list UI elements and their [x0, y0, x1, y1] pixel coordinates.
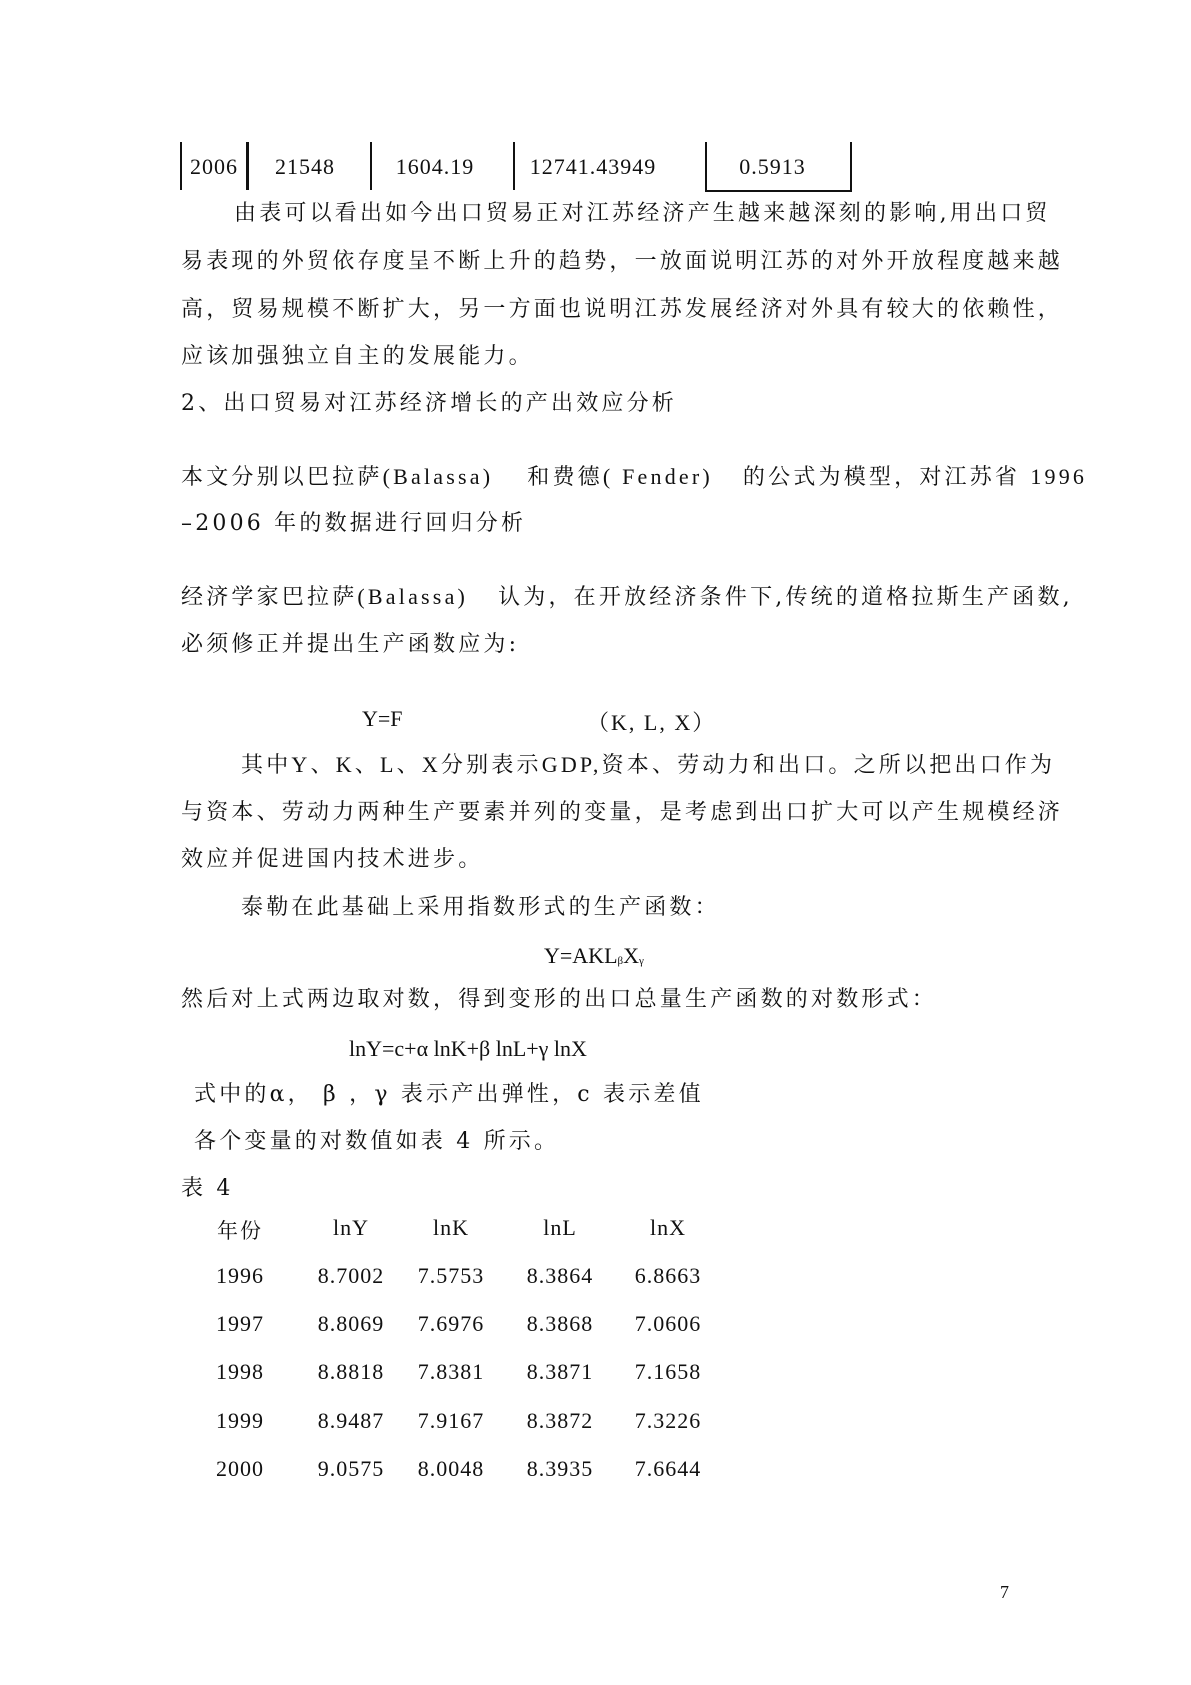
table-cell: 7.3226 — [634, 1408, 702, 1433]
table-header: lnY — [333, 1215, 369, 1240]
table-border — [370, 142, 372, 190]
table-header-row — [200, 1215, 720, 1245]
table-border — [850, 142, 852, 190]
table-cell: 7.9167 — [417, 1408, 485, 1433]
paragraph-line: 应该加强独立自主的发展能力。 — [181, 344, 534, 369]
text: 的公式为模型，对江苏省 — [742, 465, 1021, 490]
table-cell: 8.3935 — [526, 1456, 594, 1481]
table-row — [200, 1359, 720, 1389]
table-row — [200, 1408, 720, 1438]
table-cell: 8.3864 — [526, 1263, 594, 1288]
section-heading: 2、出口贸易对江苏经济增长的产出效应分析 — [181, 391, 677, 416]
page-number: 7 — [1000, 1582, 1009, 1602]
formula-subscript: γ — [639, 955, 644, 967]
text-en: (Balassa) — [382, 464, 494, 489]
paragraph-line — [181, 586, 1073, 609]
table-cell: 7.8381 — [417, 1359, 485, 1384]
text-en: ( Fender) — [602, 464, 713, 489]
table-cell: 8.0048 — [417, 1456, 485, 1481]
formula-text: X — [623, 943, 640, 968]
text-en: Y、K、L、X — [291, 752, 441, 777]
formula-left: Y=F — [362, 706, 403, 731]
table-cell: 7.5753 — [417, 1263, 485, 1288]
text: 本文分别以巴拉萨 — [181, 465, 383, 490]
paragraph-line: 必须修正并提出生产函数应为: — [181, 632, 520, 657]
text: 经济学家巴拉萨 — [181, 585, 358, 610]
table-row — [200, 1263, 720, 1293]
formula-log: lnY=c+α lnK+β lnL+γ lnX — [349, 1036, 587, 1061]
formula-right: （K, L, X） — [587, 710, 717, 735]
table-header: lnL — [543, 1215, 577, 1240]
table-border — [246, 142, 249, 190]
paragraph-line: 式中的α， β ，γ 表示产出弹性，c 表示差值 — [194, 1082, 704, 1107]
table-cell-year: 1996 — [216, 1263, 264, 1288]
table-border — [705, 190, 852, 192]
text: 其中 — [241, 753, 292, 778]
table-cell: 0.5913 — [739, 154, 806, 179]
table-cell: 8.9487 — [317, 1408, 385, 1433]
top-table-row — [180, 142, 860, 192]
text-en: (Balassa) — [357, 584, 469, 609]
table-border — [180, 142, 182, 190]
table-cell-year: 1999 — [216, 1408, 264, 1433]
paragraph-line: 然后对上式两边取对数，得到变形的出口总量生产函数的对数形式： — [181, 987, 938, 1012]
table-cell: 7.0606 — [634, 1311, 702, 1336]
paragraph-line — [241, 754, 1055, 777]
paragraph-line: 高，贸易规模不断扩大，另一方面也说明江苏发展经济对外具有较大的依赖性， — [181, 297, 1064, 322]
formula-text: Y=AKL — [544, 943, 618, 968]
table-row — [200, 1311, 720, 1341]
text: 资本、劳动力和出口。之所以把出口作为 — [601, 753, 1056, 778]
table-cell: 7.1658 — [634, 1359, 702, 1384]
table-cell-year: 2000 — [216, 1456, 264, 1481]
paragraph-line: 泰勒在此基础上采用指数形式的生产函数： — [241, 895, 720, 920]
paragraph-line: 由表可以看出如今出口贸易正对江苏经济产生越来越深刻的影响,用出口贸 — [234, 201, 1051, 226]
table-cell: 1604.19 — [395, 154, 475, 179]
table-header: lnK — [433, 1215, 469, 1240]
paragraph-line: 与资本、劳动力两种生产要素并列的变量，是考虑到出口扩大可以产生规模经济 — [181, 800, 1064, 825]
text: 分别表示 — [440, 753, 542, 778]
table-cell: 8.3868 — [526, 1311, 594, 1336]
paragraph-line: 易表现的外贸依存度呈不断上升的趋势，一放面说明江苏的对外开放程度越来越 — [181, 249, 1064, 274]
table-cell: 8.7002 — [317, 1263, 385, 1288]
table-cell: 8.8818 — [317, 1359, 385, 1384]
table-header: lnX — [650, 1215, 686, 1240]
table-cell: 8.3871 — [526, 1359, 594, 1384]
paragraph-line: 各个变量的对数值如表 4 所示。 — [194, 1129, 560, 1154]
table-cell: 7.6976 — [417, 1311, 485, 1336]
table-row — [200, 1456, 720, 1486]
formula-subscript: β — [617, 955, 624, 967]
table-cell-year: 2006 — [190, 154, 238, 179]
text: 认为，在开放经济条件下,传统的道格拉斯生产函数, — [498, 585, 1073, 610]
table-cell: 8.3872 — [526, 1408, 594, 1433]
table-cell: 9.0575 — [317, 1456, 385, 1481]
paragraph-line: –2006 年的数据进行回归分析 — [181, 511, 527, 536]
table-cell: 8.8069 — [317, 1311, 385, 1336]
table-label: 表 4 — [181, 1176, 234, 1201]
paragraph-line: 效应并促进国内技术进步。 — [181, 847, 484, 872]
table-header: 年份 — [217, 1219, 263, 1243]
table-border — [705, 142, 707, 190]
table-cell: 12741.43949 — [529, 154, 657, 179]
table-cell: 7.6644 — [634, 1456, 702, 1481]
table-cell: 6.8663 — [634, 1263, 702, 1288]
table-cell-year: 1998 — [216, 1359, 264, 1384]
paragraph-line — [181, 466, 1087, 489]
formula-exponential — [544, 943, 644, 969]
table-cell-year: 1997 — [216, 1311, 264, 1336]
table-cell: 21548 — [275, 154, 335, 179]
text-en: 1996 — [1030, 464, 1088, 489]
table-border — [513, 142, 515, 190]
text-en: GDP, — [541, 752, 602, 777]
text: 和费德 — [527, 465, 603, 490]
